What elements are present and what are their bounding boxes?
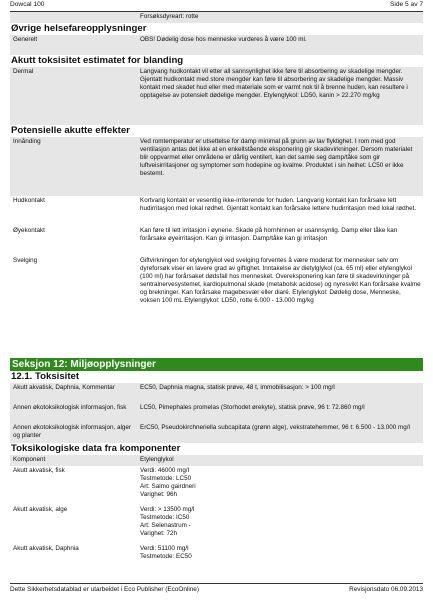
row-label: Komponent bbox=[10, 455, 137, 466]
footer-divider bbox=[10, 583, 423, 584]
table-row bbox=[10, 383, 423, 403]
table-row bbox=[10, 12, 423, 23]
row-label: Akutt akvatisk, alge bbox=[13, 506, 68, 513]
value-line: Testmetode: LC50 bbox=[140, 475, 192, 482]
heading-ovrige: Øvrige helsefareopplysninger bbox=[11, 23, 147, 34]
table-row bbox=[10, 256, 423, 340]
row-value: Etylenglykol bbox=[137, 455, 423, 466]
table-row bbox=[10, 35, 423, 55]
value-line: Art: Salmo gairdneri bbox=[140, 483, 196, 490]
row-label: Annen økotoksikologisk informasjon, alger og planter bbox=[10, 423, 137, 443]
row-value: LC50, Pimephales promelas (Storhodet ørekyte), statisk prøve, 96 t: 72.860 mg/l bbox=[137, 403, 423, 423]
document-body bbox=[10, 12, 423, 564]
value-line: Varighet: 96h bbox=[140, 491, 177, 498]
row-value: EC50, Daphnia magna, statisk prøve, 48 t, immobilisasjon: > 100 mg/l bbox=[137, 383, 423, 403]
revision-date: Revisjonsdato 06.09.2013 bbox=[349, 586, 423, 593]
page-header bbox=[10, 1, 423, 11]
row-label: Akutt akvatisk, Daphnia, Kommentar bbox=[10, 383, 137, 403]
row-label bbox=[10, 12, 137, 23]
row-value bbox=[137, 544, 423, 564]
value-line: Art: Selenastrum - bbox=[140, 522, 191, 529]
product-name: Dowcal 100 bbox=[10, 1, 45, 8]
row-value bbox=[137, 505, 423, 544]
section-12-banner: Seksjon 12: Miljøopplysninger bbox=[10, 358, 423, 371]
table-row bbox=[10, 226, 423, 256]
row-value: Langvang hudkontakt vil etter all sannsynlighet ikke føre til absorbering av skadelige mengder. Gjentatt hudkontakt med store mengder kan føre til absorbering av skadelige mengder. Massiv kontakt med skadet hud eller med materiale som er varmt nok til å brenne huden, kan resultere i opptagelse av potensielt dødelige mengder. Etylenglykol: LD50, kanin > 22.270 mg/kg bbox=[137, 67, 423, 125]
heading-potensielle: Potensielle akutte effekter bbox=[11, 125, 130, 136]
table-row bbox=[10, 67, 423, 125]
row-value: ErC50, Pseudokirchneriella subcapitata (grønn alge), vekstratehemmer, 96 t: 6.500 - 13.000 mg/l bbox=[137, 423, 423, 443]
row-label: Generelt bbox=[10, 35, 137, 55]
value-line: Verdi: 46000 mg/l bbox=[140, 467, 190, 474]
row-label: Innånding bbox=[10, 137, 137, 196]
row-label: Dermal bbox=[10, 67, 137, 125]
row-label: Akutt akvatisk, Daphnia bbox=[13, 545, 79, 552]
table-row bbox=[10, 466, 423, 505]
table-row bbox=[10, 544, 423, 564]
value-line: Verdi: > 13500 mg/l bbox=[140, 506, 195, 513]
value-line: Verdi: 51100 mg/l bbox=[140, 545, 189, 552]
row-value: Ved romtemperatur er utsettelse for damp minimal på grunn av lav flyktighet. I rom med god ventilasjon antas det ikke at en enkeltstående eksponering gir skadevirkninger. Dersom materialet blir oppvarmet eller områdene er dårlig ventilert, kan det samle seg damp/tåke som gir luftveisirritasjoner og symptomer som hodepine og kvalme. Produktet i sin helhet: LC50 er ikke bestemt. bbox=[137, 137, 423, 196]
heading-akutt-estimat: Akutt toksisitet estimatet for blanding bbox=[11, 55, 184, 66]
value-line: Testmetode: IC50 bbox=[140, 514, 190, 521]
row-value: Forsøksdyreart: rotte bbox=[137, 12, 423, 23]
value-line: Testmetode: EC50 bbox=[140, 553, 192, 560]
value-line: Varighet: 72h bbox=[140, 530, 177, 537]
row-label: Akutt akvatisk, fisk bbox=[13, 467, 65, 474]
row-label: Hudkontakt bbox=[13, 197, 45, 204]
table-row bbox=[10, 196, 423, 226]
page-number: Side 5 av 7 bbox=[390, 1, 423, 8]
page-footer bbox=[10, 586, 423, 593]
row-value bbox=[137, 466, 423, 505]
row-label: Svelging bbox=[13, 257, 38, 264]
row-label: Annen økotoksikologisk informasjon, fisk bbox=[10, 403, 137, 423]
row-value: Giftvirkningen for etylenglykol ved svelging forventes å være moderat for mennesker selv om dyreforsøk viser en lavere grad av giftighet. Inntakelse av dietylglykol (ca. 65 ml) eller etylenglykol (100 ml) har forårsaket dødsfall hos mennesket. Overeksponering kan føre til skadevirkninger på sentralnervesystemet, kardiopulmonal skade (metabolsk acidose) og nyresvikt Kan forårsake kvalme og brekninger. Kan forårsake magebesvær eller diaré. Etylenglykol: Dødelig dose, Menneske, voksen 100 mL Etylenglykol: LD50, rotte 6.000 - 13.000 mg/kg bbox=[140, 257, 421, 304]
row-value: Kortvarig kontakt er vesentlig ikke-irriterende for huden. Langvarig kontakt kan forårsake lett hudirritasjon med lokal rødhet. Gjentatt kontakt kan forårsake lettere hudirritasjon med lokal rødhet. bbox=[140, 197, 417, 212]
table-row bbox=[10, 505, 423, 544]
table-row bbox=[10, 455, 423, 466]
table-row bbox=[10, 403, 423, 423]
row-value: Kan føre til lett irritasjon i øynene. Skade på hornhinnen er usannsynlig. Damp eller tåke kan forårsake øyeirritasjon. Kan gi irritasjon. Damp/tåke kan gi irritasjon bbox=[140, 227, 398, 242]
table-row bbox=[10, 137, 423, 196]
table-row bbox=[10, 423, 423, 443]
heading-komponenter: Toksikologiske data fra komponenter bbox=[11, 443, 181, 454]
row-label: Øyekontakt bbox=[13, 227, 45, 234]
heading-toksisitet: 12.1. Toksisitet bbox=[11, 371, 80, 382]
row-value: OBS! Dødelig dose hos menneske vurderes å være 100 ml. bbox=[137, 35, 423, 55]
footer-publisher: Dette Sikkerhetsdatablad er utarbeidet i Eco Publisher (EcoOnline) bbox=[10, 586, 199, 593]
